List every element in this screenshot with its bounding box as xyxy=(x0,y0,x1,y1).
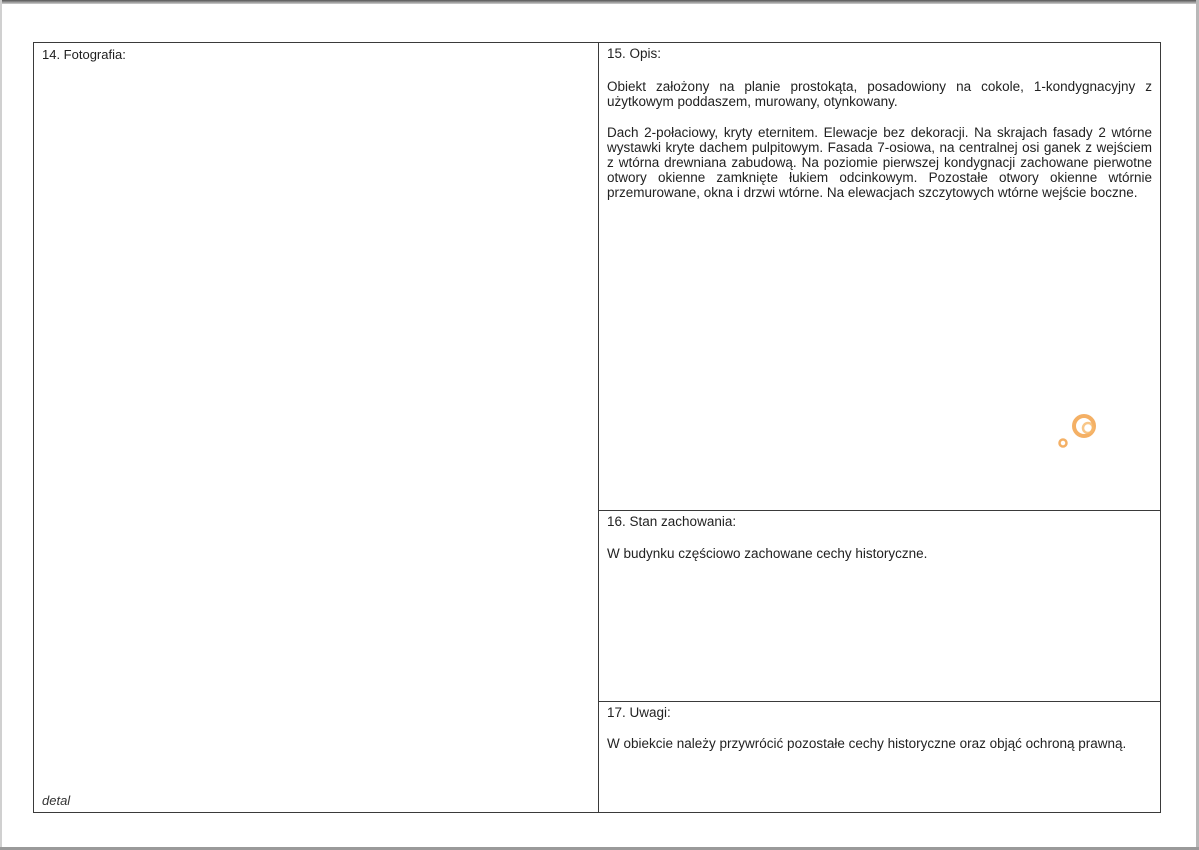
photo-label: 14. Fotografia: xyxy=(42,47,126,62)
photo-panel xyxy=(34,43,599,812)
ink-stamp-mark xyxy=(1054,410,1104,450)
remarks-text: W obiekcie należy przywrócić pozostałe cechy historyczne oraz objąć ochroną prawną. xyxy=(607,736,1127,751)
record-form xyxy=(33,42,1161,813)
remarks-section xyxy=(599,702,1160,812)
condition-label: 16. Stan zachowania: xyxy=(607,514,737,529)
description-paragraph: Obiekt założony na planie prostokąta, posadowiony na cokole, 1-kondygnacyjny z użytkowym poddaszem, murowany, otynkowany. xyxy=(607,79,1152,109)
scan-edge-top xyxy=(0,0,1199,4)
description-paragraph: Dach 2-połaciowy, kryty eternitem. Elewacje bez dekoracji. Na skrajach fasady 2 wtórne wystawki kryte dachem pulpitowym. Fasada 7-osiowa, na centralnej osi ganek z wejściem z wtórna drewniana zabudową. Na poziomie pierwszej kondygnacji zachowane pierwotne otwory okienne zamknięte łukiem odcinkowym. Pozostałe otwory okienne wtórnie przemurowane, okna i drzwi wtórne. Na elewacjach szczytowych wtórne wejście boczne. xyxy=(607,125,1152,200)
scan-edge-left xyxy=(0,0,2,850)
condition-text: W budynku częściowo zachowane cechy historyczne. xyxy=(607,546,928,561)
photo-caption: detal xyxy=(42,793,71,808)
description-label: 15. Opis: xyxy=(607,46,662,61)
remarks-label: 17. Uwagi: xyxy=(607,705,671,720)
condition-section xyxy=(599,511,1160,702)
